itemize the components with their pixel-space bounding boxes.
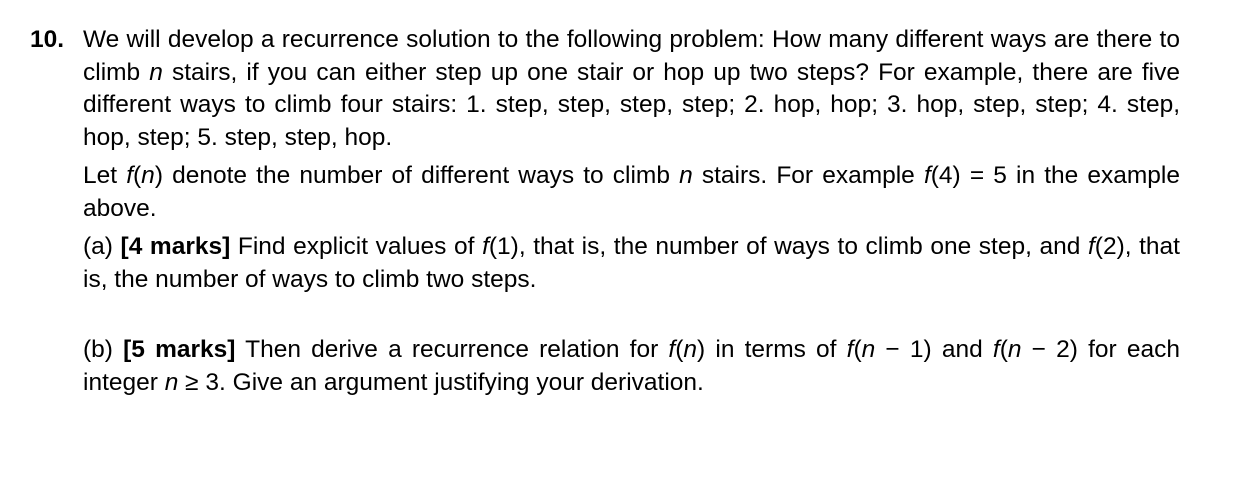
part-b-text-6: (	[999, 336, 1008, 363]
part-a-text-1: Find explicit values of	[230, 233, 483, 260]
definition-text-3: ) denote the number of different ways to climb	[154, 162, 680, 189]
definition-text-1: Let	[83, 162, 127, 189]
var-n: n	[141, 162, 155, 189]
definition-text-2: (	[133, 162, 142, 189]
intro-text-1: We will develop a recurrence solution to the following problem: How many different ways are there to climb	[83, 26, 1180, 86]
intro-text-2: stairs, if you can either step up one stair or hop up two steps? For example, there are five different ways to climb four stairs: 1. step, step, step, step; 2. hop, hop; 3. hop, step, step; 4. step, hop, step; 5. step, step, hop.	[83, 58, 1180, 151]
question-10	[30, 24, 1210, 399]
intro-paragraph	[83, 24, 1180, 154]
part-b-text-5: − 1) and	[875, 336, 993, 363]
part-a-text-3: (2), that is, the number of ways to climb two steps.	[83, 233, 1180, 293]
part-b-text-4: (	[853, 336, 862, 363]
part-b-text-3: ) in terms of	[697, 336, 847, 363]
definition-text-4: stairs. For example	[692, 162, 924, 189]
part-a-label: (a)	[83, 233, 121, 260]
part-b-text-2: (	[675, 336, 684, 363]
var-f: f	[992, 336, 1000, 363]
var-n: n	[149, 58, 163, 86]
var-f: f	[668, 336, 676, 363]
definition-text-5: (4) = 5 in the example above.	[83, 162, 1180, 222]
part-b-label: (b)	[83, 336, 124, 363]
var-n: n	[1007, 336, 1022, 363]
var-n: n	[683, 336, 698, 363]
part-b-text-7: − 2) for each integer	[83, 336, 1180, 396]
var-f: f	[923, 162, 931, 189]
var-f: f	[126, 162, 133, 189]
question-content	[83, 24, 1180, 399]
definition-paragraph	[83, 160, 1180, 225]
var-n: n	[679, 162, 693, 189]
part-b-marks: [5 marks]	[123, 336, 236, 363]
part-a	[83, 231, 1180, 296]
var-n: n	[164, 368, 179, 396]
part-b-text-1: Then derive a recurrence relation for	[235, 336, 669, 363]
part-a-marks: [4 marks]	[120, 233, 231, 260]
part-a-text-2: (1), that is, the number of ways to climb one step, and	[488, 233, 1088, 260]
var-f: f	[1087, 233, 1095, 260]
part-b-text-8: ≥ 3. Give an argument justifying your derivation.	[178, 368, 704, 396]
part-b	[83, 334, 1180, 399]
question-number: 10.	[30, 26, 65, 53]
var-f: f	[846, 336, 854, 363]
var-n: n	[861, 336, 876, 363]
var-f: f	[482, 233, 489, 260]
